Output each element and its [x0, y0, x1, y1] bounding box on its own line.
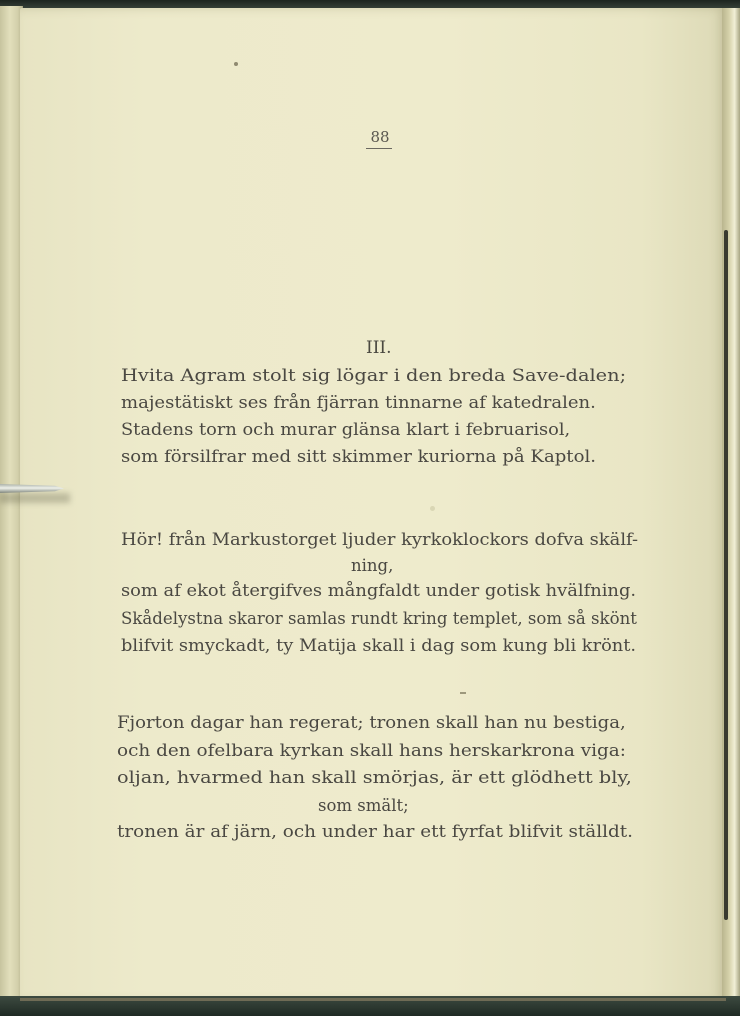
stanza-3-line-2: och den ofelbara kyrkan skall hans herskarkrona viga:: [117, 741, 626, 760]
stanza-2-line-4: blifvit smyckadt, ty Matija skall i dag som kung bli krönt.: [121, 636, 637, 655]
stanza-3-line-3: oljan, hvarmed han skall smörjas, är ett glödhett bly,: [117, 768, 632, 787]
bottom-page-edge: [20, 998, 726, 1001]
paper-speck: [234, 62, 238, 66]
stanza-1-line-4: som försilfrar med sitt skimmer kuriorna på Kaptol.: [121, 447, 596, 466]
stanza-1-line-2: majestätiskt ses från fjärran tinnarne af katedralen.: [121, 393, 596, 412]
stanza-2-line-2: som af ekot återgifves mångfaldt under gotisk hvälfning.: [121, 581, 637, 600]
book-page: [20, 8, 726, 1002]
stanza-3-line-3-continuation: som smält;: [318, 796, 409, 815]
right-binding-line: [724, 230, 728, 920]
stanza-1-line-3: Stadens torn och murar glänsa klart i februarisol,: [121, 420, 571, 439]
stanza-3-line-1: Fjorton dagar han regerat; tronen skall han nu bestiga,: [117, 713, 626, 732]
stanza-2-line-1-continuation: ning,: [351, 556, 394, 575]
stanza-1-line-1: Hvita Agram stolt sig lögar i den breda Save-dalen;: [121, 366, 627, 385]
stanza-2-line-3: Skådelystna skaror samlas rundt kring templet, som så skönt: [121, 609, 637, 628]
paper-speck: [430, 506, 435, 511]
section-heading: III.: [366, 338, 392, 358]
page-number: 88: [370, 128, 390, 146]
paper-speck: [460, 692, 466, 694]
stanza-2-line-1: Hör! från Markustorget ljuder kyrkoklockors dofva skälf-: [121, 530, 639, 549]
page-number-rule: [366, 148, 392, 149]
stanza-3-line-4: tronen är af järn, och under har ett fyrfat blifvit ställdt.: [117, 822, 634, 841]
pencil-shadow: [0, 493, 70, 503]
